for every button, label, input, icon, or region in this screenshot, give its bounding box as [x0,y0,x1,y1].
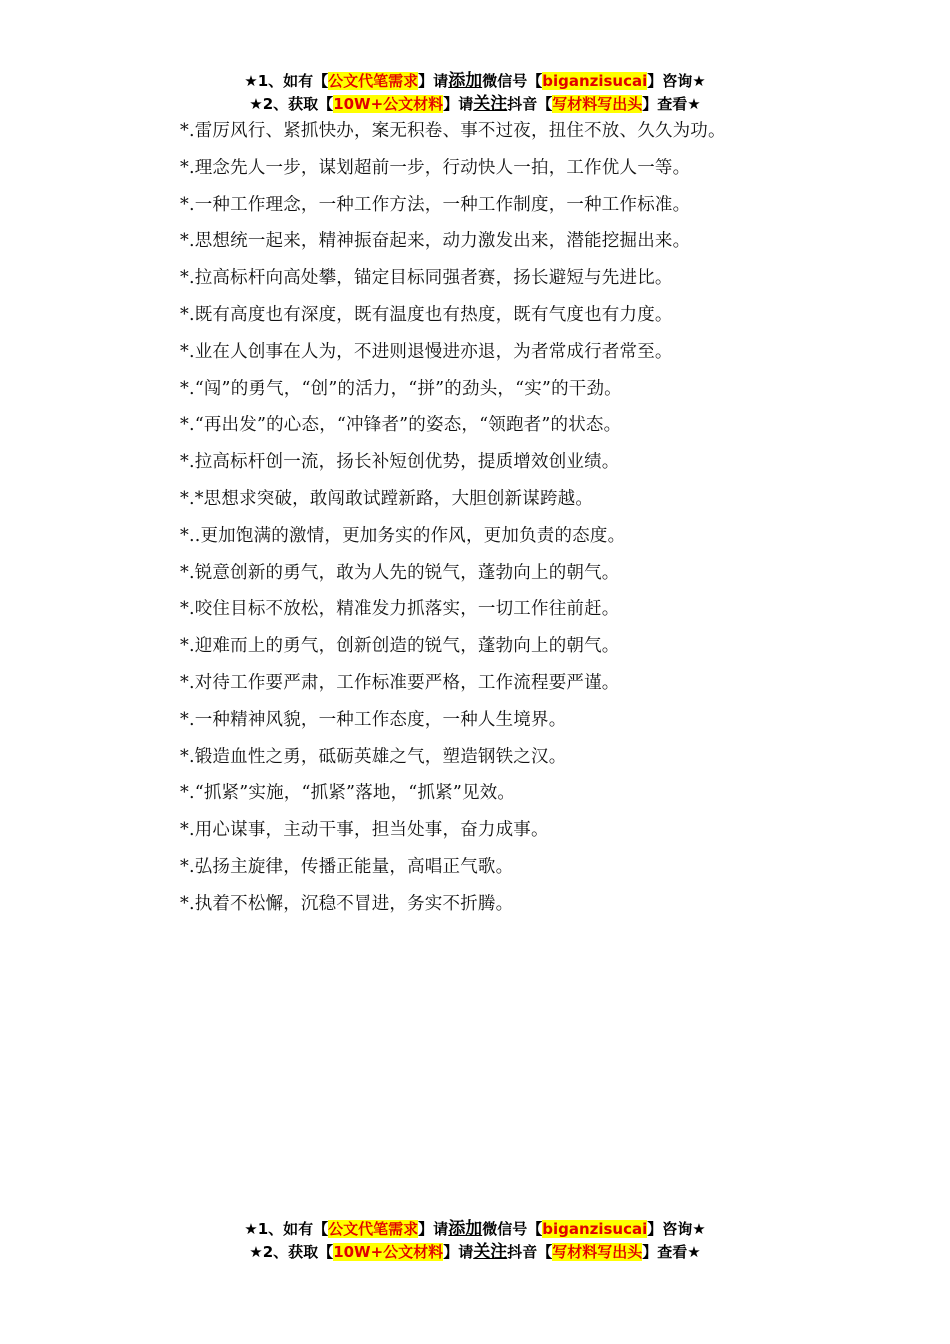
list-item: *.一种精神风貌，一种工作态度，一种人生境界。 [180,709,567,730]
banner-text: 】请 [443,1243,474,1261]
phrase-list [180,113,800,923]
list-item: *.雷厉风行、紧抓快办，案无积卷、事不过夜，扭住不放、久久为功。 [180,121,726,141]
list-item: *.一种工作理念，一种工作方法，一种工作制度，一种工作标准。 [180,194,691,215]
banner-text: 】请 [443,95,474,113]
highlight-service: 公文代笔需求 [328,1220,419,1238]
highlight-douyin-account: 写材料写出头 [552,95,643,113]
list-item: *.拉高标杆向高处攀，锚定目标同强者赛，扬长避短与先进比。 [180,268,673,289]
banner-line-1 [0,1218,950,1241]
list-item: *.弘扬主旋律，传播正能量，高唱正气歌。 [180,856,514,877]
list-item: *.拉高标杆创一流，扬长补短创优势，提质增效创业绩。 [180,452,620,473]
banner-text: ★1、如有【 [244,72,329,90]
banner-text: 】咨询★ [647,1220,706,1238]
footer-banner [0,1218,950,1264]
banner-line-2 [0,1241,950,1264]
banner-text: 】咨询★ [647,72,706,90]
highlight-douyin-account: 写材料写出头 [552,1243,643,1261]
list-item: *.“闯”的勇气，“创”的活力，“拼”的劲头，“实”的干劲。 [180,378,622,399]
emphasis-add: 添加 [448,71,483,91]
banner-text: 】查看★ [642,95,701,113]
list-item: *.咬住目标不放松，精准发力抓落实，一切工作往前赶。 [180,599,620,620]
banner-text: ★2、获取【 [249,95,334,113]
banner-text: 微信号【 [482,72,543,90]
banner-text: 抖音【 [507,95,553,113]
highlight-materials: 10W+公文材料 [333,95,444,113]
list-item: *.锐意创新的勇气，敢为人先的锐气，蓬勃向上的朝气。 [180,562,620,583]
list-item: *.对待工作要严肃，工作标准要严格，工作流程要严谨。 [180,672,620,693]
emphasis-follow: 关注 [473,94,508,114]
banner-text: ★2、获取【 [249,1243,334,1261]
highlight-wechat-id: biganzisucai [542,72,648,90]
emphasis-add: 添加 [448,1219,483,1239]
list-item: *.锻造血性之勇，砥砺英雄之气，塑造钢铁之汉。 [180,746,567,767]
list-item: *.理念先人一步，谋划超前一步，行动快人一拍，工作优人一等。 [180,157,691,178]
list-item: *.迎难而上的勇气，创新创造的锐气，蓬勃向上的朝气。 [180,636,620,657]
list-item: *.*思想求突破，敢闯敢试蹚新路，大胆创新谋跨越。 [180,488,594,509]
banner-text: 抖音【 [507,1243,553,1261]
highlight-materials: 10W+公文材料 [333,1243,444,1261]
list-item: *.业在人创事在人为，不进则退慢进亦退，为者常成行者常至。 [180,341,673,362]
list-item: *.“抓紧”实施，“抓紧”落地，“抓紧”见效。 [180,783,516,804]
list-item: *.用心谋事，主动干事，担当处事，奋力成事。 [180,820,549,841]
banner-text: 微信号【 [482,1220,543,1238]
highlight-wechat-id: biganzisucai [542,1220,648,1238]
banner-text: 】请 [418,72,449,90]
list-item: *.“再出发”的心态，“冲锋者”的姿态，“领跑者”的状态。 [180,415,622,436]
banner-line-1 [0,70,950,93]
list-item: *.既有高度也有深度，既有温度也有热度，既有气度也有力度。 [180,304,673,325]
banner-text: 】请 [418,1220,449,1238]
emphasis-follow: 关注 [473,1242,508,1262]
banner-text: 】查看★ [642,1243,701,1261]
highlight-service: 公文代笔需求 [328,72,419,90]
banner-text: ★1、如有【 [244,1220,329,1238]
list-item: *.执着不松懈，沉稳不冒进，务实不折腾。 [180,893,514,914]
list-item: *..更加饱满的激情，更加务实的作风，更加负责的态度。 [180,525,626,546]
header-banner [0,70,950,116]
list-item: *.思想统一起来，精神振奋起来，动力激发出来，潜能挖掘出来。 [180,231,691,252]
